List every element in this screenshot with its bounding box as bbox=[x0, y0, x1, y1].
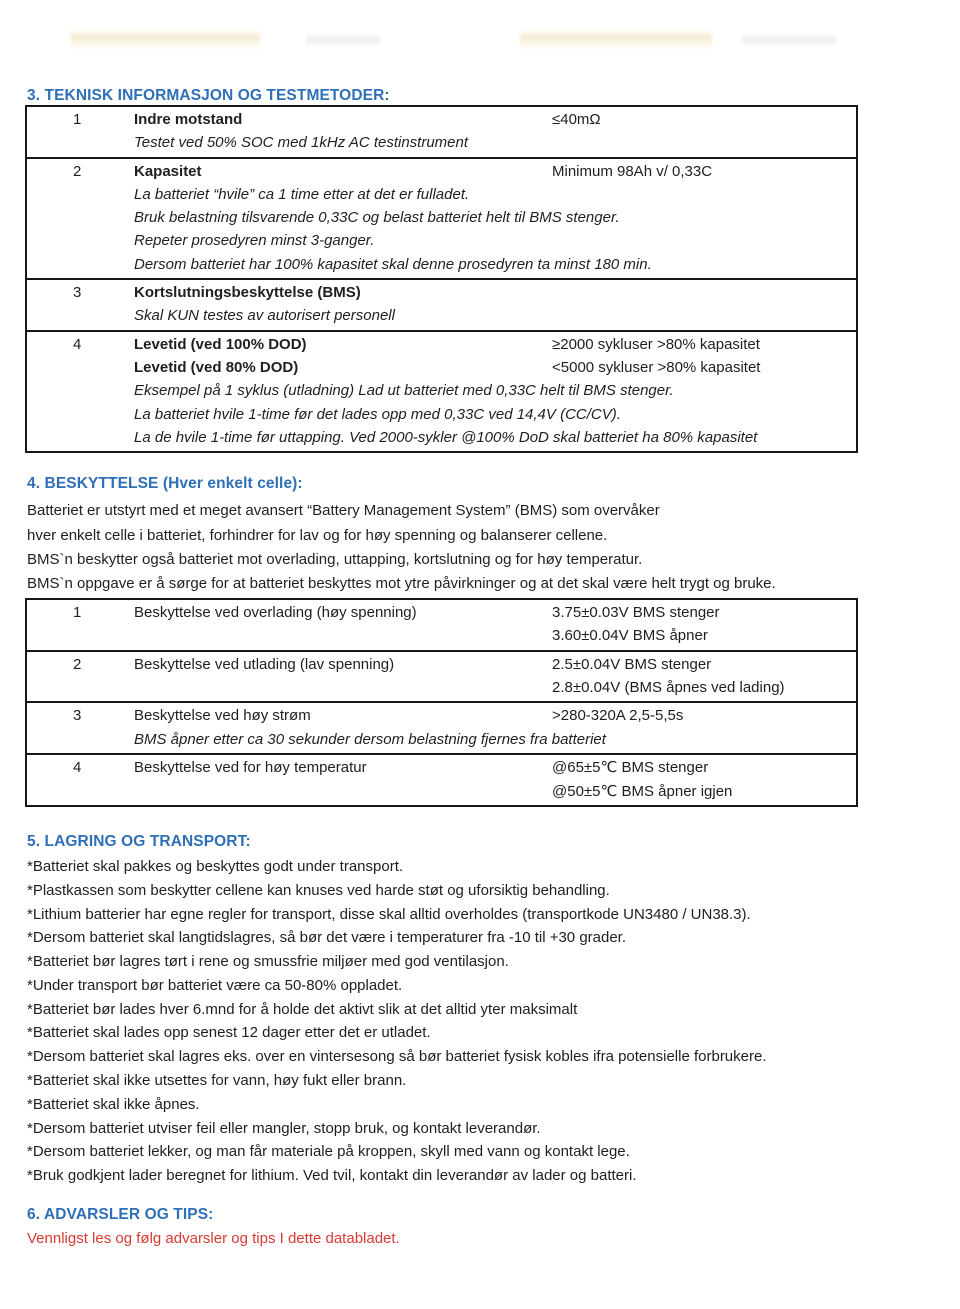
row-value: 3.60±0.04V BMS åpner bbox=[552, 627, 708, 645]
row-note: La de hvile 1-time før uttapping. Ved 2000-sykler @100% DoD skal batteriet ha 80% kapasitet bbox=[134, 428, 758, 446]
row-value: ≤40mΩ bbox=[552, 111, 601, 128]
row-note: Dersom batteriet har 100% kapasitet skal denne prosedyren ta minst 180 min. bbox=[134, 255, 652, 273]
list-item: *Batteriet skal pakkes og beskyttes godt under transport. bbox=[27, 857, 404, 875]
row-number: 1 bbox=[73, 111, 82, 128]
row-title: Beskyttelse ved overlading (høy spenning) bbox=[134, 603, 417, 621]
table-row bbox=[27, 753, 856, 805]
list-item: *Dersom batteriet lekker, og man får materiale på kroppen, skyll med vann og kontakt lege. bbox=[27, 1143, 630, 1161]
row-title: Kapasitet bbox=[134, 162, 202, 180]
list-item: *Lithium batterier har egne regler for transport, disse skal alltid overholdes (transportkode UN3480 / UN38.3). bbox=[27, 905, 751, 923]
paragraph-line: Batteriet er utstyrt med et meget avansert “Battery Management System” (BMS) som overvåker bbox=[27, 502, 660, 520]
section-3-heading: 3. TEKNISK INFORMASJON OG TESTMETODER: bbox=[27, 87, 390, 104]
section-4-heading: 4. BESKYTTELSE (Hver enkelt celle): bbox=[27, 475, 303, 493]
row-note: La batteriet “hvile” ca 1 time etter at det er fulladet. bbox=[134, 185, 470, 203]
row-number: 4 bbox=[73, 759, 82, 777]
row-value: 3.75±0.03V BMS stenger bbox=[552, 603, 720, 621]
row-note: Testet ved 50% SOC med 1kHz AC testinstrument bbox=[134, 134, 469, 152]
section-6-heading: 6. ADVARSLER OG TIPS: bbox=[27, 1206, 214, 1224]
list-item: *Dersom batteriet skal langtidslagres, så bør det være i temperaturer fra -10 til +30 grader. bbox=[27, 929, 627, 947]
row-note: Bruk belastning tilsvarende 0,33C og belast batteriet helt til BMS stenger. bbox=[134, 209, 620, 227]
list-item: *Batteriet bør lades hver 6.mnd for å holde det aktivt slik at det alltid yter maksimalt bbox=[27, 1000, 578, 1018]
bms-description bbox=[0, 499, 960, 597]
table-row bbox=[27, 278, 856, 330]
list-item: *Batteriet bør lagres tørt i rene og smussfrie miljøer med god ventilasjon. bbox=[27, 953, 509, 971]
protection-table bbox=[25, 598, 858, 807]
row-title: Beskyttelse ved for høy temperatur bbox=[134, 759, 367, 777]
row-title: Beskyttelse ved høy strøm bbox=[134, 707, 311, 725]
list-item: *Under transport bør batteriet være ca 50-80% oppladet. bbox=[27, 976, 403, 994]
row-value: @50±5℃ BMS åpner igjen bbox=[552, 782, 733, 800]
row-value: 2.5±0.04V BMS stenger bbox=[552, 655, 712, 673]
row-number: 2 bbox=[73, 162, 82, 180]
section-5-heading: 5. LAGRING OG TRANSPORT: bbox=[27, 832, 251, 850]
table-row bbox=[27, 330, 856, 451]
row-note: Repeter prosedyren minst 3-ganger. bbox=[134, 232, 375, 250]
technical-info-table bbox=[25, 105, 858, 453]
list-item: *Batteriet skal ikke utsettes for vann, høy fukt eller brann. bbox=[27, 1072, 407, 1090]
paragraph-line: BMS`n beskytter også batteriet mot overlading, uttapping, kortslutning og for høy temperatur. bbox=[27, 550, 643, 568]
paragraph-line: hver enkelt celle i batteriet, forhindrer for lav og for høy spenning og balanserer cellene. bbox=[27, 526, 608, 544]
table-row bbox=[27, 107, 856, 157]
storage-transport-list bbox=[0, 855, 960, 1188]
row-number: 1 bbox=[73, 603, 82, 621]
row-value: >280-320A 2,5-5,5s bbox=[552, 707, 684, 725]
row-value: Minimum 98Ah v/ 0,33C bbox=[552, 162, 713, 180]
row-value: @65±5℃ BMS stenger bbox=[552, 759, 709, 777]
row-value: <5000 sykluser >80% kapasitet bbox=[552, 358, 761, 376]
paragraph-line: BMS`n oppgave er å sørge for at batteriet beskyttes mot ytre påvirkninger og at det skal være helt trygt og bruke. bbox=[27, 575, 776, 593]
table-row bbox=[27, 600, 856, 650]
list-item: *Bruk godkjent lader beregnet for lithium. Ved tvil, kontakt din leverandør av lader og batteri. bbox=[27, 1167, 637, 1185]
row-note: Skal KUN testes av autorisert personell bbox=[134, 307, 395, 325]
list-item: *Dersom batteriet skal lagres eks. over en vintersesong så bør batteriet fysisk kobles ifra potensielle forbrukere. bbox=[27, 1048, 767, 1066]
list-item: *Batteriet skal lades opp senest 12 dager etter det er utladet. bbox=[27, 1024, 431, 1042]
row-number: 3 bbox=[73, 707, 82, 725]
row-title: Indre motstand bbox=[134, 111, 243, 128]
row-number: 4 bbox=[73, 335, 82, 353]
row-number: 3 bbox=[73, 284, 82, 302]
row-number: 2 bbox=[73, 655, 82, 673]
row-title: Beskyttelse ved utlading (lav spenning) bbox=[134, 655, 395, 673]
list-item: *Batteriet skal ikke åpnes. bbox=[27, 1095, 200, 1113]
row-value: ≥2000 sykluser >80% kapasitet bbox=[552, 335, 760, 353]
list-item: *Dersom batteriet utviser feil eller mangler, stopp bruk, og kontakt leverandør. bbox=[27, 1119, 541, 1137]
row-title: Kortslutningsbeskyttelse (BMS) bbox=[134, 284, 361, 302]
row-note: Eksempel på 1 syklus (utladning) Lad ut batteriet med 0,33C helt til BMS stenger. bbox=[134, 382, 674, 400]
warning-text: Vennligst les og følg advarsler og tips I dette databladet. bbox=[27, 1230, 400, 1248]
table-row bbox=[27, 157, 856, 278]
row-title: Levetid (ved 80% DOD) bbox=[134, 358, 299, 376]
table-row bbox=[27, 701, 856, 753]
row-title: Levetid (ved 100% DOD) bbox=[134, 335, 307, 353]
table-row bbox=[27, 650, 856, 702]
row-note: La batteriet hvile 1-time før det lades opp med 0,33C ved 14,4V (CC/CV). bbox=[134, 405, 621, 423]
list-item: *Plastkassen som beskytter cellene kan knuses ved harde støt og uforsiktig behandling. bbox=[27, 881, 610, 899]
row-note: BMS åpner etter ca 30 sekunder dersom belastning fjernes fra batteriet bbox=[134, 730, 606, 748]
row-value: 2.8±0.04V (BMS åpnes ved lading) bbox=[552, 678, 785, 696]
